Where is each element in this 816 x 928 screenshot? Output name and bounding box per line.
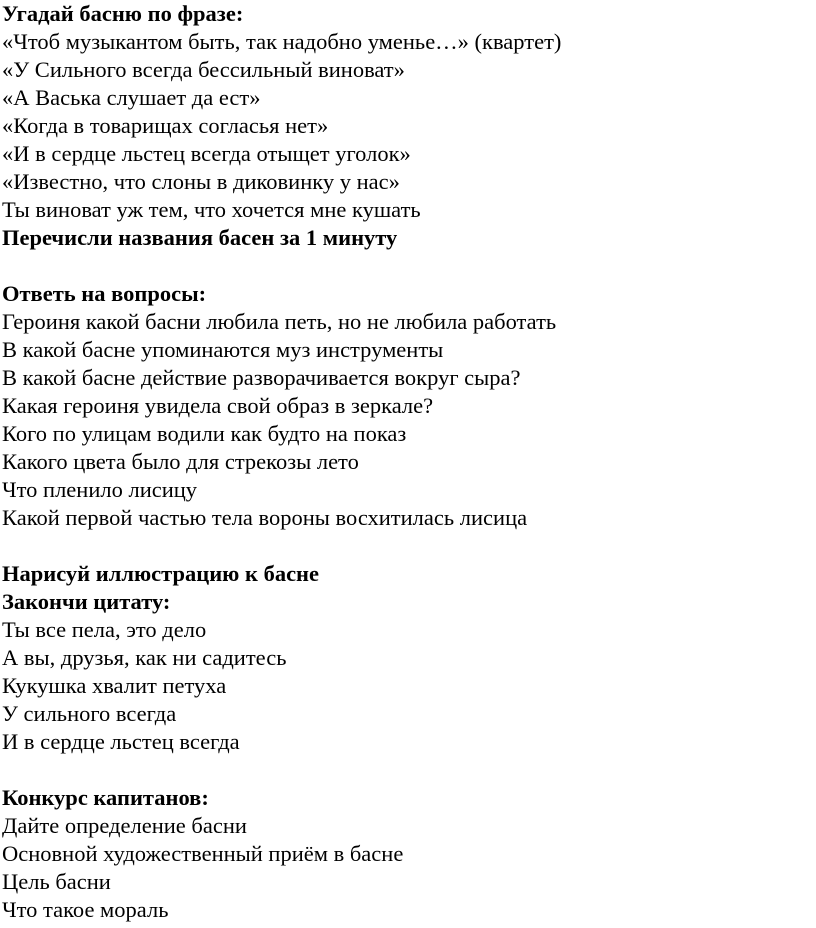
document-page xyxy=(2,0,812,924)
section-heading-list-fables: Перечисли названия басен за 1 минуту xyxy=(2,225,398,250)
captain-question: Дайте определение басни xyxy=(2,813,247,838)
question-item: Героиня какой басни любила петь, но не любила работать xyxy=(2,309,557,334)
section-heading-finish-quote: Закончи цитату: xyxy=(2,589,171,614)
fable-phrase: «И в сердце льстец всегда отыщет уголок» xyxy=(2,141,411,166)
captain-question: Цель басни xyxy=(2,869,111,894)
section-heading-answer-questions: Ответь на вопросы: xyxy=(2,281,207,306)
fable-phrase: Ты виноват уж тем, что хочется мне кушать xyxy=(2,197,421,222)
blank-line xyxy=(2,532,812,560)
fable-phrase: «У Сильного всегда бессильный виноват» xyxy=(2,57,405,82)
question-item: Какая героиня увидела свой образ в зеркале? xyxy=(2,393,434,418)
fable-phrase: «Когда в товарищах согласья нет» xyxy=(2,113,329,138)
question-item: В какой басне действие разворачивается вокруг сыра? xyxy=(2,365,521,390)
section-heading-draw-illustration: Нарисуй иллюстрацию к басне xyxy=(2,561,320,586)
blank-line xyxy=(2,252,812,280)
quote-item: У сильного всегда xyxy=(2,701,177,726)
fable-phrase: «Известно, что слоны в диковинку у нас» xyxy=(2,169,400,194)
question-item: Какого цвета было для стрекозы лето xyxy=(2,449,359,474)
quote-item: Кукушка хвалит петуха xyxy=(2,673,227,698)
section-heading-captains-contest: Конкурс капитанов: xyxy=(2,785,209,810)
fable-phrase: «Чтоб музыкантом быть, так надобно уменье…» (квартет) xyxy=(2,29,562,54)
quote-item: И в сердце льстец всегда xyxy=(2,729,240,754)
section-heading-guess-fable: Угадай басню по фразе: xyxy=(2,1,244,26)
question-item: Кого по улицам водили как будто на показ xyxy=(2,421,407,446)
question-item: Что пленило лисицу xyxy=(2,477,198,502)
quote-item: Ты все пела, это дело xyxy=(2,617,207,642)
blank-line xyxy=(2,756,812,784)
captain-question: Основной художественный приём в басне xyxy=(2,841,404,866)
question-item: В какой басне упоминаются муз инструменты xyxy=(2,337,444,362)
quote-item: А вы, друзья, как ни садитесь xyxy=(2,645,287,670)
fable-phrase: «А Васька слушает да ест» xyxy=(2,85,261,110)
question-item: Какой первой частью тела вороны восхитилась лисица xyxy=(2,505,528,530)
captain-question: Что такое мораль xyxy=(2,897,169,922)
